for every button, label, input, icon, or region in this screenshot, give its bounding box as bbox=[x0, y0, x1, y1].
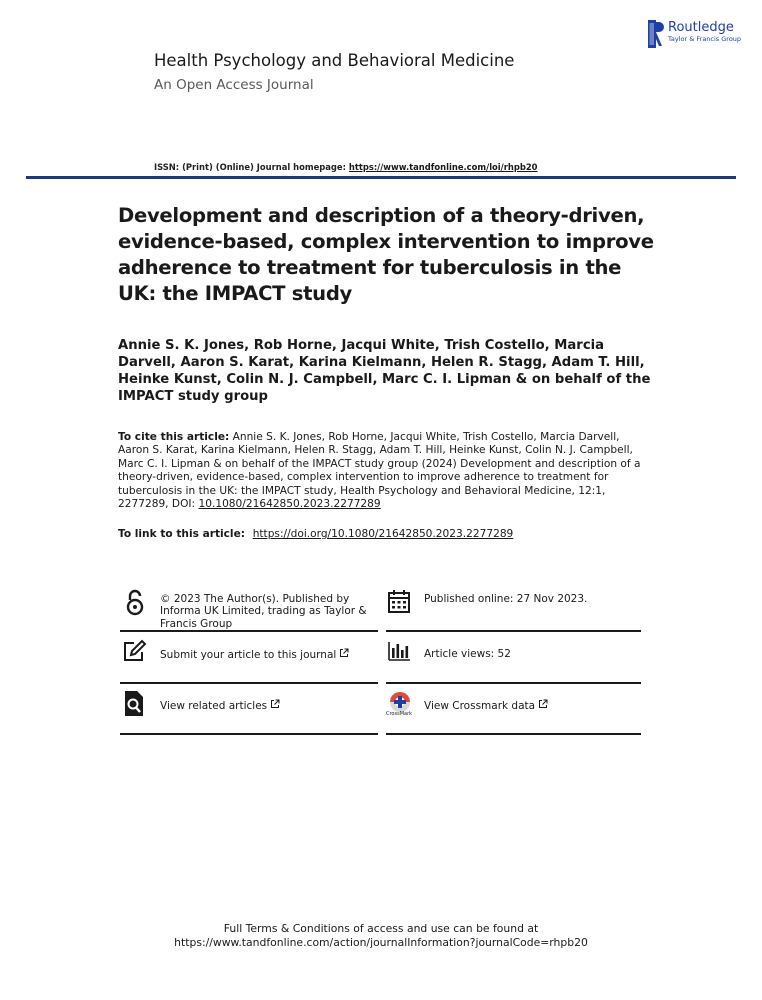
footer bbox=[0, 922, 762, 950]
journal-title: Health Psychology and Behavioral Medicine bbox=[154, 51, 515, 70]
submit-cell[interactable] bbox=[122, 638, 378, 678]
grid-divider bbox=[386, 733, 641, 735]
citation-doi-link[interactable]: 10.1080/21642850.2023.2277289 bbox=[198, 498, 381, 511]
related-cell[interactable] bbox=[122, 690, 378, 730]
license-cell bbox=[122, 588, 378, 628]
terms-link[interactable]: https://www.tandfonline.com/action/journalInformation?journalCode=rhpb20 bbox=[174, 936, 588, 949]
article-authors: Annie S. K. Jones, Rob Horne, Jacqui White, Trish Costello, Marcia Darvell, Aaron S. Karat, Karina Kielmann, Helen R. Stagg, Adam T. Hill, Heinke Kunst, Colin N. J. Campbell, Marc C. I. Lipman & on behalf of the IMPACT study group bbox=[118, 338, 651, 404]
grid-divider bbox=[120, 733, 378, 735]
article-doi-link[interactable]: https://doi.org/10.1080/21642850.2023.2277289 bbox=[252, 528, 514, 540]
crossmark-label: View Crossmark data bbox=[424, 700, 536, 712]
grid-divider bbox=[386, 630, 641, 632]
journal-homepage-link[interactable]: https://www.tandfonline.com/loi/rhpb20 bbox=[348, 162, 538, 172]
views-cell bbox=[386, 638, 640, 678]
external-link-icon bbox=[270, 699, 280, 713]
citation-block bbox=[118, 431, 646, 511]
related-articles-link[interactable] bbox=[160, 699, 280, 713]
open-access-icon bbox=[122, 588, 148, 616]
related-articles-label: View related articles bbox=[160, 700, 268, 712]
crossmark-badge: CrossMark bbox=[386, 711, 413, 717]
crossmark-cell[interactable] bbox=[386, 690, 640, 730]
article-title: Development and description of a theory-driven, evidence-based, complex intervention to improve adherence to treatment for tuberculosis in the UK: the IMPACT study bbox=[118, 204, 654, 305]
issn-line bbox=[154, 162, 537, 172]
published-cell bbox=[386, 588, 640, 628]
grid-divider bbox=[386, 682, 641, 684]
external-link-icon bbox=[339, 648, 349, 662]
publisher-name: Routledge bbox=[668, 20, 734, 35]
submit-article-link[interactable] bbox=[160, 648, 349, 662]
link-label: To link to this article: bbox=[118, 528, 249, 540]
issn-prefix: ISSN: (Print) (Online) Journal homepage: bbox=[154, 162, 349, 172]
grid-divider bbox=[120, 630, 378, 632]
footer-line-1: Full Terms & Conditions of access and use can be found at bbox=[223, 922, 539, 935]
edit-icon bbox=[122, 638, 148, 666]
crossmark-icon bbox=[386, 690, 412, 718]
crossmark-link[interactable] bbox=[424, 699, 548, 713]
citation-label: To cite this article: bbox=[118, 431, 230, 443]
bar-chart-icon bbox=[386, 638, 412, 666]
submit-article-label: Submit your article to this journal bbox=[160, 649, 337, 661]
routledge-logo-icon bbox=[648, 20, 664, 48]
license-text: © 2023 The Author(s). Published by Informa UK Limited, trading as Taylor & Francis Group bbox=[160, 593, 367, 630]
external-link-icon bbox=[538, 699, 548, 713]
grid-divider bbox=[120, 682, 378, 684]
journal-subtitle: An Open Access Journal bbox=[154, 77, 314, 93]
publisher-logo bbox=[648, 20, 748, 50]
article-views: Article views: 52 bbox=[424, 648, 511, 660]
header-rule bbox=[26, 176, 736, 179]
publisher-subtitle: Taylor & Francis Group bbox=[668, 35, 742, 43]
calendar-icon bbox=[386, 588, 412, 616]
article-link-line bbox=[118, 528, 513, 540]
published-date: Published online: 27 Nov 2023. bbox=[424, 593, 588, 605]
citation-text: Annie S. K. Jones, Rob Horne, Jacqui White, Trish Costello, Marcia Darvell, Aaron S. Karat, Karina Kielmann, Helen R. Stagg, Adam T. Hill, Heinke Kunst, Colin N. J. Campbell, Marc C. I. Lipman & on behalf of the IMPACT study group (2024) Development and description of a theory-driven, evidence-based, complex intervention to improve adherence to treatment for tuberculosis in the UK: the IMPACT study, Health Psychology and Behavioral Medicine, 12:1, 2277289, DOI: bbox=[118, 431, 641, 511]
search-document-icon bbox=[122, 690, 148, 718]
